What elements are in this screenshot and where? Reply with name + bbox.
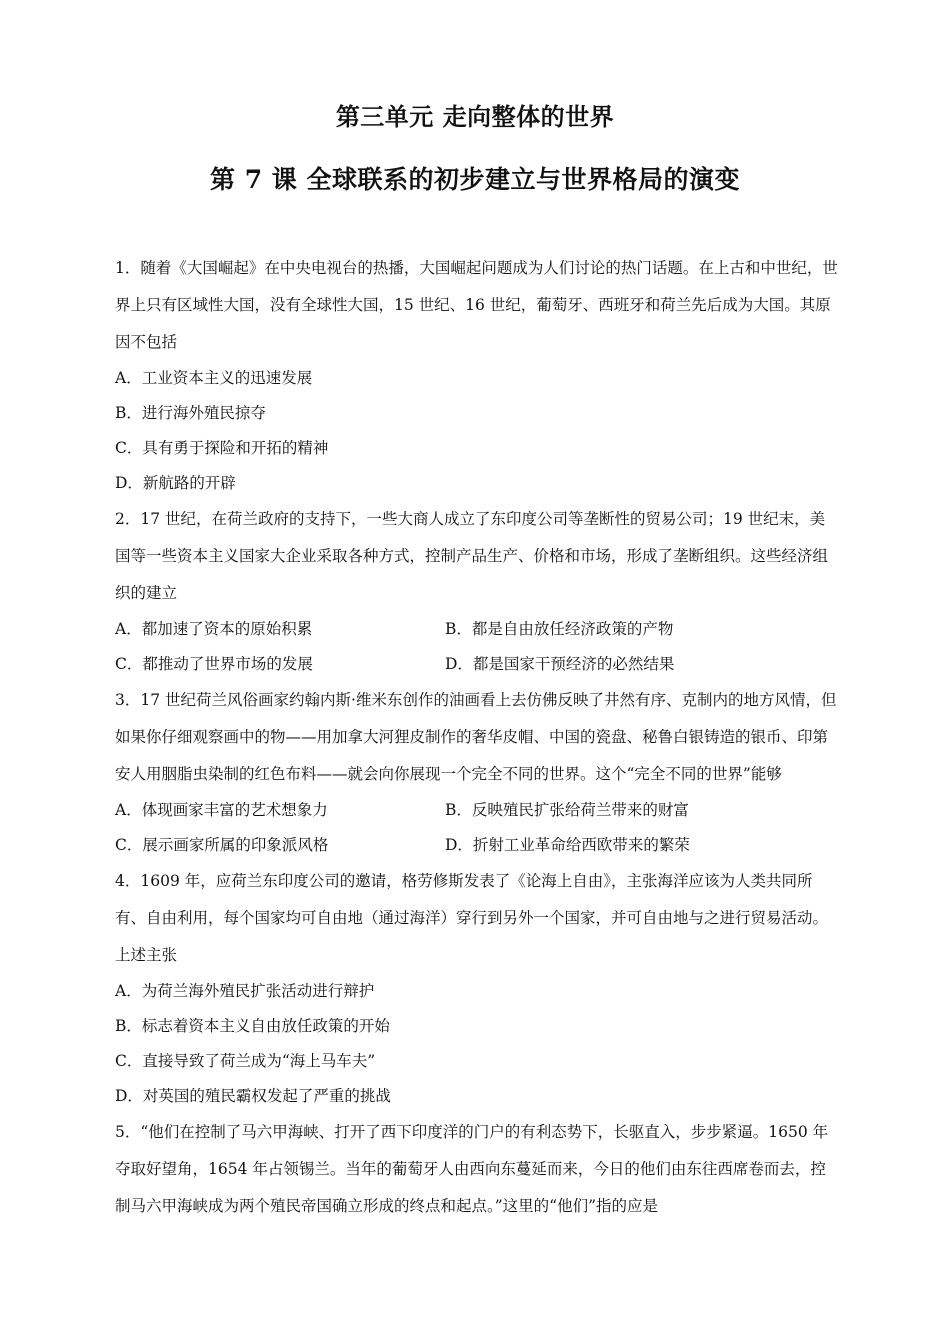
option-d: D．新航路的开辟 <box>115 474 236 492</box>
question-stem: 4．1609 年，应荷兰东印度公司的邀请，格劳修斯发表了《论海上自由》，主张海洋应该为人类共同所有、自由利用，每个国家均可自由地（通过海洋）穿行到另外一个国家，并可自由地与之进行贸易活动。上述主张 <box>115 872 829 964</box>
option-c: C．都推动了世界市场的发展 <box>115 655 313 673</box>
question-5 <box>115 1114 840 1225</box>
option-a: A．为荷兰海外殖民扩张活动进行辩护 <box>115 982 375 1000</box>
question-4 <box>115 863 840 1114</box>
option-b: B．都是自由放任经济政策的产物 <box>445 620 674 638</box>
question-stem: 2．17 世纪，在荷兰政府的支持下，一些大商人成立了东印度公司等垄断性的贸易公司；19 世纪末，美国等一些资本主义国家大企业采取各种方式，控制产品生产、价格和市场，形成了垄断组织。这些经济组织的建立 <box>115 510 829 602</box>
question-2 <box>115 501 840 682</box>
option-row <box>115 828 840 863</box>
option-a: A．体现画家丰富的艺术想象力 <box>115 801 328 819</box>
option-a: A．都加速了资本的原始积累 <box>115 620 313 638</box>
lesson-title: 第 7 课 全球联系的初步建立与世界格局的演变 <box>209 165 740 194</box>
option-row <box>115 612 840 647</box>
option-d: D．都是国家干预经济的必然结果 <box>445 655 675 673</box>
option-b: B．反映殖民扩张给荷兰带来的财富 <box>445 801 689 819</box>
option-b: B．进行海外殖民掠夺 <box>115 404 266 422</box>
option-a: A．工业资本主义的迅速发展 <box>115 369 313 387</box>
option-d: D．折射工业革命给西欧带来的繁荣 <box>445 836 690 854</box>
option-row <box>115 647 840 682</box>
option-c: C．直接导致了荷兰成为“海上马车夫” <box>115 1052 376 1070</box>
option-row <box>115 793 840 828</box>
question-1 <box>115 250 840 501</box>
question-list <box>115 250 840 1225</box>
unit-title: 第三单元 走向整体的世界 <box>335 102 615 131</box>
question-stem: 5．“他们在控制了马六甲海峡、打开了西下印度洋的门户的有利态势下，长驱直入，步步紧逼。1650 年夺取好望角，1654 年占领锡兰。当年的葡萄牙人由西向东蔓延而来，今日的他们由东往西席卷而去，控制马六甲海峡成为两个殖民帝国确立形成的终点和起点。”这里的“他们”指的应是 <box>115 1123 829 1215</box>
option-d: D．对英国的殖民霸权发起了严重的挑战 <box>115 1087 391 1105</box>
option-b: B．标志着资本主义自由放任政策的开始 <box>115 1017 390 1035</box>
option-c: C．展示画家所属的印象派风格 <box>115 836 329 854</box>
question-3 <box>115 682 840 863</box>
question-stem: 1．随着《大国崛起》在中央电视台的热播，大国崛起问题成为人们讨论的热门话题。在上古和中世纪，世界上只有区域性大国，没有全球性大国，15 世纪、16 世纪，葡萄牙、西班牙和荷兰先后成为大国。其原因不包括 <box>115 259 838 351</box>
question-stem: 3．17 世纪荷兰风俗画家约翰内斯·维米东创作的油画看上去仿佛反映了井然有序、克制内的地方风情，但如果你仔细观察画中的物——用加拿大河狸皮制作的奢华皮帽、中国的瓷盘、秘鲁白银铸造的银币、印第安人用胭脂虫染制的红色布料——就会向你展现一个完全不同的世界。这个“完全不同的世界”能够 <box>115 691 837 783</box>
option-c: C．具有勇于探险和开拓的精神 <box>115 439 329 457</box>
